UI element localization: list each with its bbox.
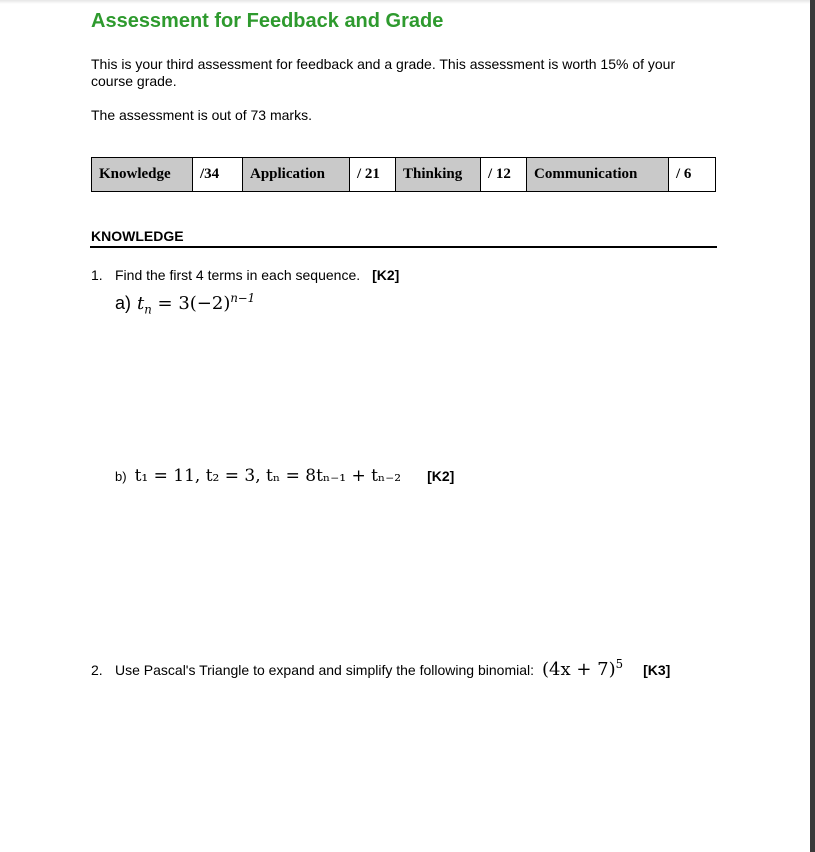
score-table-row <box>92 158 716 192</box>
question-1-tag: [K2] <box>372 267 400 283</box>
question-1-text: Find the first 4 terms in each sequence. <box>115 267 361 283</box>
communication-label: Communication <box>527 158 669 192</box>
document-title: Assessment for Feedback and Grade <box>91 10 444 32</box>
question-1b-formula: t₁ = 11, t₂ = 3, tₙ = 8tₙ₋₁ + tₙ₋₂ <box>134 466 402 486</box>
knowledge-label: Knowledge <box>92 158 193 192</box>
question-1a-formula: $t_n = 3(-2)^{n-1}$ <box>137 291 256 317</box>
question-1a <box>115 291 255 317</box>
question-2 <box>91 657 670 680</box>
question-2-text: Use Pascal's Triangle to expand and simplify the following binomial: <box>115 662 535 678</box>
question-1-number: 1. <box>91 267 103 283</box>
knowledge-score: /34 <box>193 158 243 192</box>
question-1b-tag: [K2] <box>427 468 455 484</box>
application-label: Application <box>243 158 350 192</box>
question-1a-label: a) <box>115 293 132 313</box>
thinking-label: Thinking <box>396 158 481 192</box>
question-1b-label: b) <box>115 469 127 484</box>
intro-paragraph: This is your third assessment for feedback and a grade. This assessment is worth 15% of your course grade. <box>91 56 676 89</box>
thinking-score: / 12 <box>481 158 527 192</box>
question-2-number: 2. <box>91 662 103 678</box>
question-1 <box>91 267 399 283</box>
section-divider <box>90 246 717 248</box>
section-heading-knowledge: KNOWLEDGE <box>91 228 184 244</box>
question-2-binomial: $(4x + 7)^5$ <box>542 657 624 680</box>
total-marks-text: The assessment is out of 73 marks. <box>91 107 312 123</box>
score-table <box>91 157 716 192</box>
communication-score: / 6 <box>669 158 716 192</box>
page-top-shadow <box>0 0 810 4</box>
question-1b <box>115 466 454 486</box>
application-score: / 21 <box>350 158 396 192</box>
question-2-tag: [K3] <box>643 662 671 678</box>
viewer-scrollbar-edge <box>810 0 815 852</box>
